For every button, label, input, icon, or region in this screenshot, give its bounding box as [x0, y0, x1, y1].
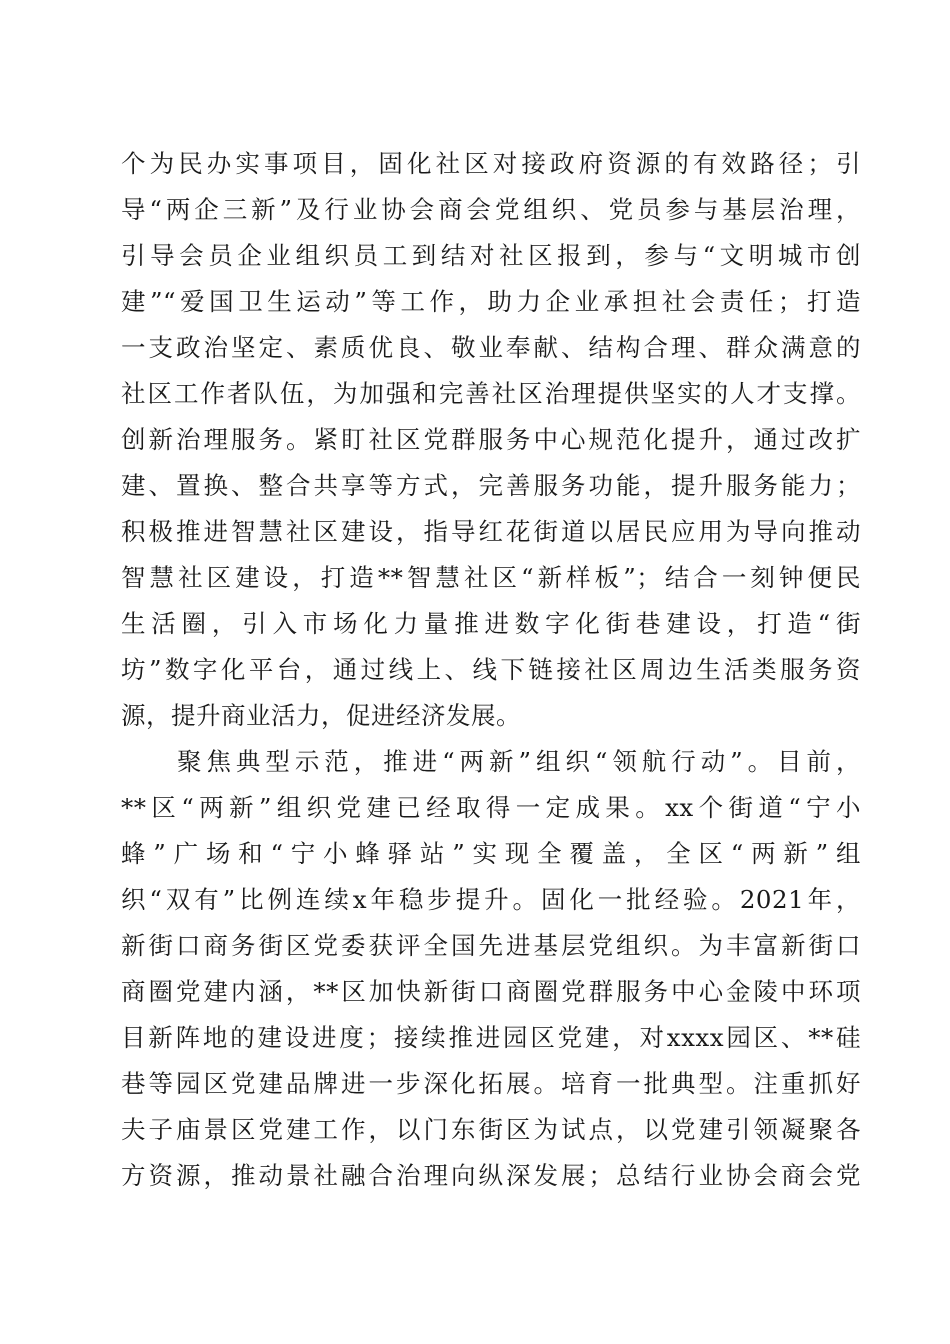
text-line: 智慧社区建设，打造**智慧社区“新样板”；结合一刻钟便民	[121, 563, 861, 592]
paragraph-start-line: 聚焦典型示范，推进“两新”组织“领航行动”。目前，	[177, 747, 861, 776]
text-line: 源，提升商业活力，促进经济发展。	[121, 701, 521, 730]
text-line: 导“两企三新”及行业协会商会党组织、党员参与基层治理，	[121, 195, 861, 224]
text-line: 新街口商务街区党委获评全国先进基层党组织。为丰富新街口	[121, 931, 861, 960]
text-line: 夫子庙景区党建工作，以门东街区为试点，以党建引领凝聚各	[121, 1115, 861, 1144]
text-line: 创新治理服务。紧盯社区党群服务中心规范化提升，通过改扩	[121, 425, 861, 454]
text-line: 建、置换、整合共享等方式，完善服务功能，提升服务能力；	[121, 471, 861, 500]
text-line: 商圈党建内涵，**区加快新街口商圈党群服务中心金陵中环项	[121, 977, 861, 1006]
text-line: 生活圈，引入市场化力量推进数字化街巷建设，打造“街	[121, 609, 861, 638]
text-line: 社区工作者队伍，为加强和完善社区治理提供坚实的人才支撑。	[121, 379, 861, 408]
text-line: 巷等园区党建品牌进一步深化拓展。培育一批典型。注重抓好	[121, 1069, 861, 1098]
text-line: 积极推进智慧社区建设，指导红花街道以居民应用为导向推动	[121, 517, 861, 546]
text-line: 建”“爱国卫生运动”等工作，助力企业承担社会责任；打造	[121, 287, 861, 316]
text-line: 坊”数字化平台，通过线上、线下链接社区周边生活类服务资	[121, 655, 861, 684]
text-line: 蜂”广场和“宁小蜂驿站”实现全覆盖，全区“两新”组	[121, 839, 861, 868]
text-line: 织“双有”比例连续x年稳步提升。固化一批经验。2021年，	[121, 885, 861, 914]
text-line: 个为民办实事项目，固化社区对接政府资源的有效路径；引	[121, 149, 861, 178]
text-line: 引导会员企业组织员工到结对社区报到，参与“文明城市创	[121, 241, 861, 270]
text-line: **区“两新”组织党建已经取得一定成果。xx个街道“宁小	[121, 793, 861, 822]
text-line: 一支政治坚定、素质优良、敬业奉献、结构合理、群众满意的	[121, 333, 861, 362]
text-line: 方资源，推动景社融合治理向纵深发展；总结行业协会商会党	[121, 1161, 861, 1190]
text-line: 目新阵地的建设进度；接续推进园区党建，对xxxx园区、**硅	[121, 1023, 861, 1052]
body-text	[121, 141, 861, 1199]
